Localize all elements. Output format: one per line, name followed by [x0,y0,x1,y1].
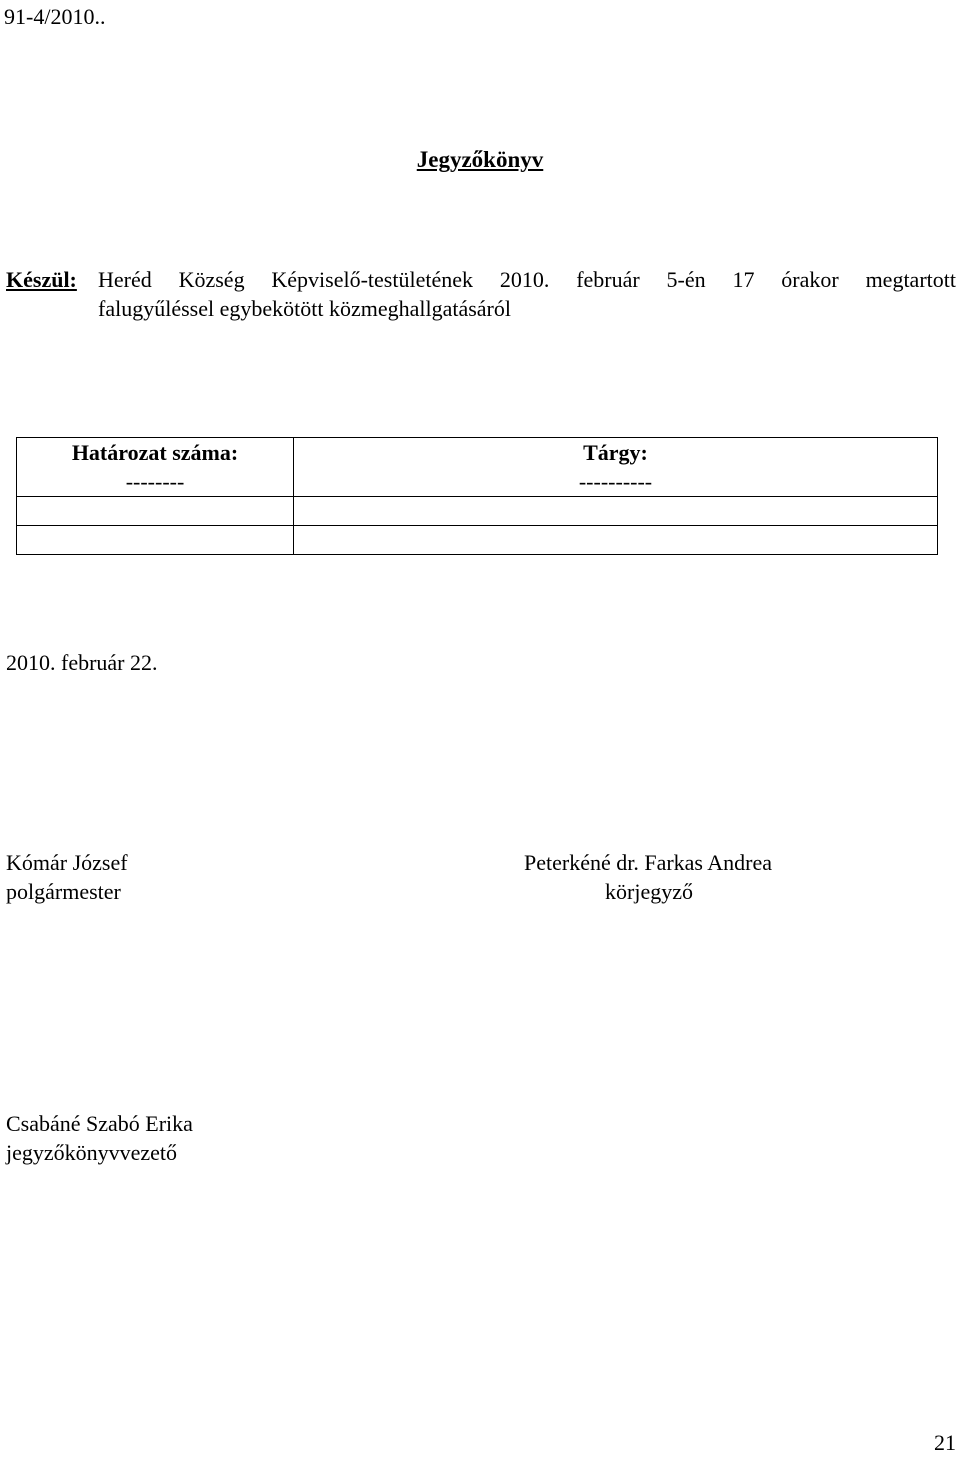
table-row [17,526,938,555]
resolutions-table [16,437,938,555]
prepared-label: Készül: [6,267,77,292]
prepared-description-line-2: falugyűléssel egybekötött közmeghallgatásáról [98,296,511,321]
recorder-name: Csabáné Szabó Erika [6,1111,193,1136]
page-title: Jegyzőkönyv [416,147,544,172]
page-number: 21 [934,1430,956,1455]
notary-title: körjegyző [605,879,693,904]
recorder-title: jegyzőkönyvvezető [6,1140,178,1165]
table-cell-resolution-number [17,526,294,555]
table-cell-subject: ---------- [294,468,938,497]
table-row [17,497,938,526]
notary-name: Peterkéné dr. Farkas Andrea [524,850,773,875]
document-id: 91-4/2010.. [4,4,106,29]
table-header-subject: Tárgy: [294,438,938,469]
table-cell-resolution-number: -------- [17,468,294,497]
table-cell-subject [294,497,938,526]
mayor-name: Kómár József [6,850,128,875]
mayor-title: polgármester [6,879,121,904]
table-cell-resolution-number [17,497,294,526]
table-row [17,468,938,497]
prepared-description-line-1: Heréd Község Képviselő-testületének 2010. február 5-én 17 órakor megtartott [98,267,956,292]
table-header-row [17,438,938,469]
document-date: 2010. február 22. [6,650,158,675]
table-cell-subject [294,526,938,555]
table-header-resolution-number: Határozat száma: [17,438,294,469]
